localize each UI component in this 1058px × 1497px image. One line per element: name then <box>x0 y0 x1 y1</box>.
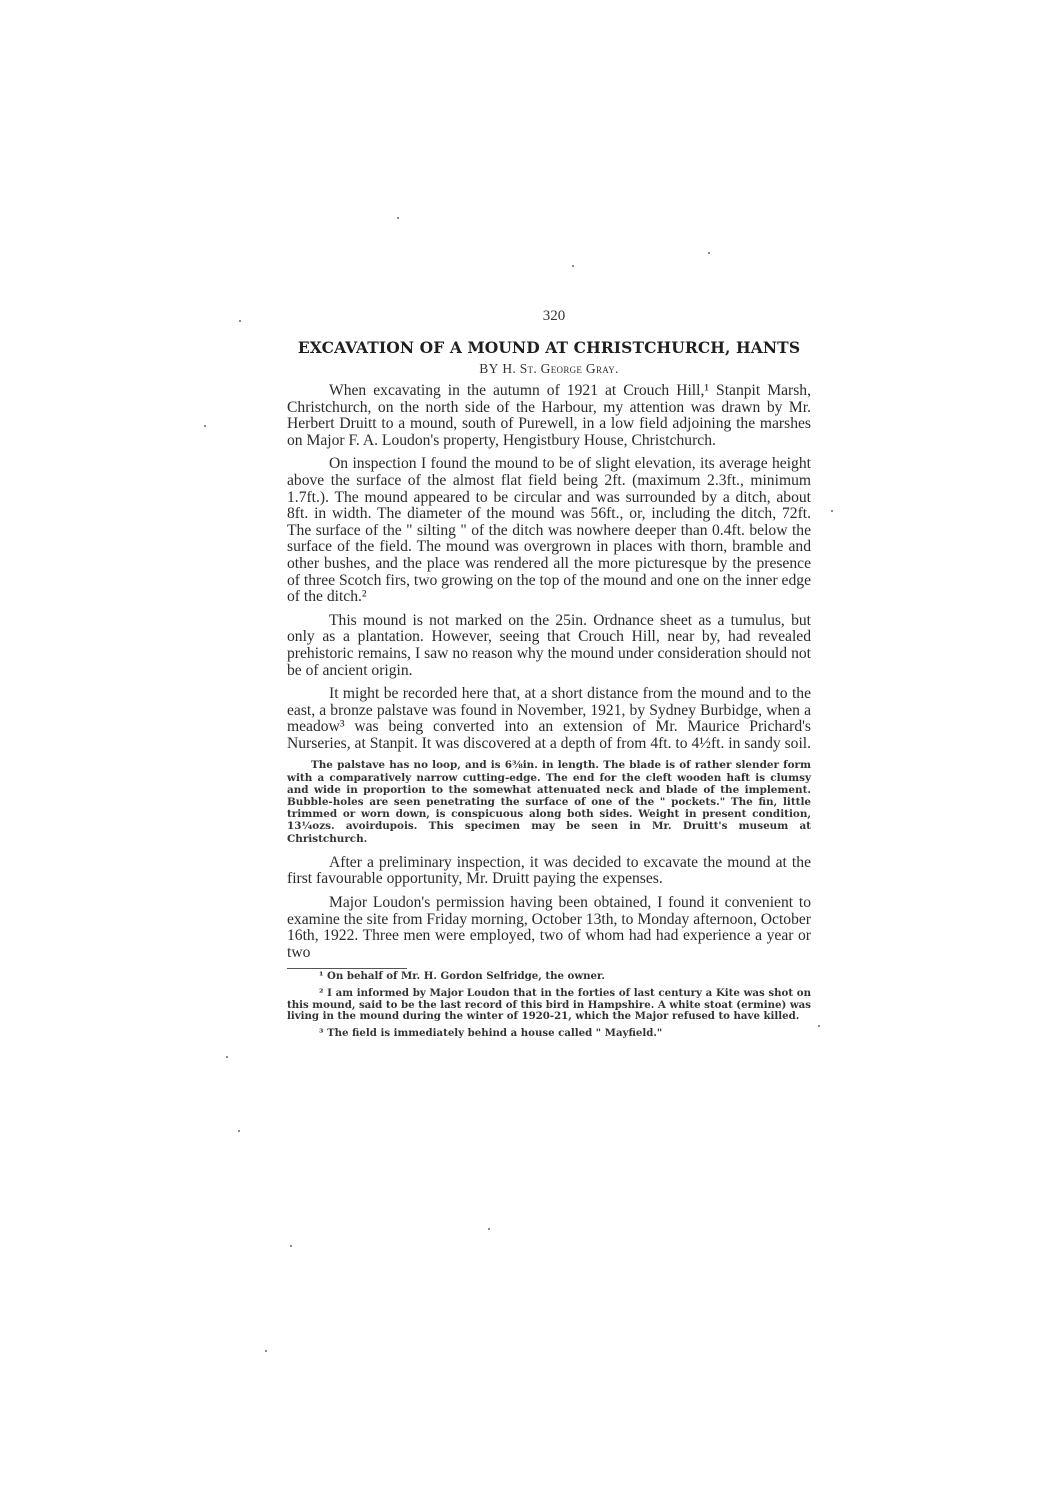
article-body <box>287 338 811 1044</box>
paragraph-5: After a preliminary inspection, it was decided to excavate the mound at the first favourable opportunity, Mr. Druitt paying the expenses. <box>287 853 811 888</box>
scan-speck <box>226 1056 228 1058</box>
footnote-2: ² I am informed by Major Loudon that in the forties of last century a Kite was shot on this mound, said to be the last record of this bird in Hampshire. A white stoat (ermine) was living in the mound during the winter of 1920-21, which the Major refused to have killed. <box>287 987 811 1023</box>
scan-speck <box>204 425 206 427</box>
paragraph-4: It might be recorded here that, at a short distance from the mound and to the east, a bronze palstave was found in November, 1921, by Sydney Burbidge, when a meadow³ was being converted into an extension of Mr. Maurice Prichard's Nurseries, at Stanpit. It was discovered at a depth of from 4ft. to 4½ft. in sandy soil. <box>287 685 812 752</box>
page-number: 320 <box>542 308 566 324</box>
scan-speck <box>831 510 833 512</box>
scan-speck <box>818 1025 820 1027</box>
paragraph-2: On inspection I found the mound to be of slight elevation, its average height above the surface of the almost flat field being 2ft. (maximum 2.3ft., minimum 1.7ft.). The mound appeared to be circular and was surrounded by a ditch, about 8ft. in width. The diameter of the mound was 56ft., or, including the ditch, 72ft. The surface of the " silting " of the ditch was nowhere deeper than 0.4ft. below the surface of the field. The mound was overgrown in places with thorn, bramble and other bushes, and the place was rendered all the more picturesque by the presence of three Scotch firs, two growing on the top of the mound and one on the inner edge of the ditch.² <box>287 455 811 606</box>
footnote-3: ³ The field is immediately behind a house called " Mayfield." <box>319 1026 663 1039</box>
byline <box>287 361 811 377</box>
scan-speck <box>572 265 574 267</box>
byline-prefix: BY <box>479 361 499 376</box>
scan-speck <box>397 217 399 219</box>
scan-speck <box>265 1350 267 1352</box>
paragraph-6: Major Loudon's permission having been obtained, I found it convenient to examine the site from Friday morning, October 13th, to Monday afternoon, October 16th, 1922. Three men were employed, two of whom had had experience a year or two <box>287 894 811 961</box>
scan-speck <box>488 1228 490 1230</box>
scan-speck <box>239 320 241 322</box>
author-name: H. St. George Gray. <box>502 361 619 376</box>
scan-speck <box>238 1130 240 1132</box>
footnote-1: ¹ On behalf of Mr. H. Gordon Selfridge, the owner. <box>319 970 605 983</box>
scan-speck <box>708 252 710 254</box>
paragraph-3: This mound is not marked on the 25in. Ordnance sheet as a tumulus, but only as a plantation. However, seeing that Crouch Hill, near by, had revealed prehistoric remains, I saw no reason why the mound under consideration should not be of ancient origin. <box>287 611 811 679</box>
palstave-note: The palstave has no loop, and is 6⅜in. in length. The blade is of rather slender form with a comparatively narrow cutting-edge. The end for the cleft wooden haft is clumsy and wide in proportion to the somewhat attenuated neck and blade of the implement. Bubble-holes are seen penetrating the surface of one of the " pockets." The fin, little trimmed or worn down, is conspicuous along both sides. Weight in present condition, 13¼ozs. avoirdupois. This specimen may be seen in Mr. Druitt's museum at Christchurch. <box>287 759 811 845</box>
article-title: EXCAVATION OF A MOUND AT CHRISTCHURCH, HANTS <box>297 338 801 357</box>
scan-speck <box>290 1245 292 1247</box>
footnote-divider <box>287 968 407 969</box>
paragraph-1: When excavating in the autumn of 1921 at Crouch Hill,¹ Stanpit Marsh, Christchurch, on the north side of the Harbour, my attention was drawn by Mr. Herbert Druitt to a mound, south of Purewell, in a low field adjoining the marshes on Major F. A. Loudon's property, Hengistbury House, Christchurch. <box>287 382 811 449</box>
